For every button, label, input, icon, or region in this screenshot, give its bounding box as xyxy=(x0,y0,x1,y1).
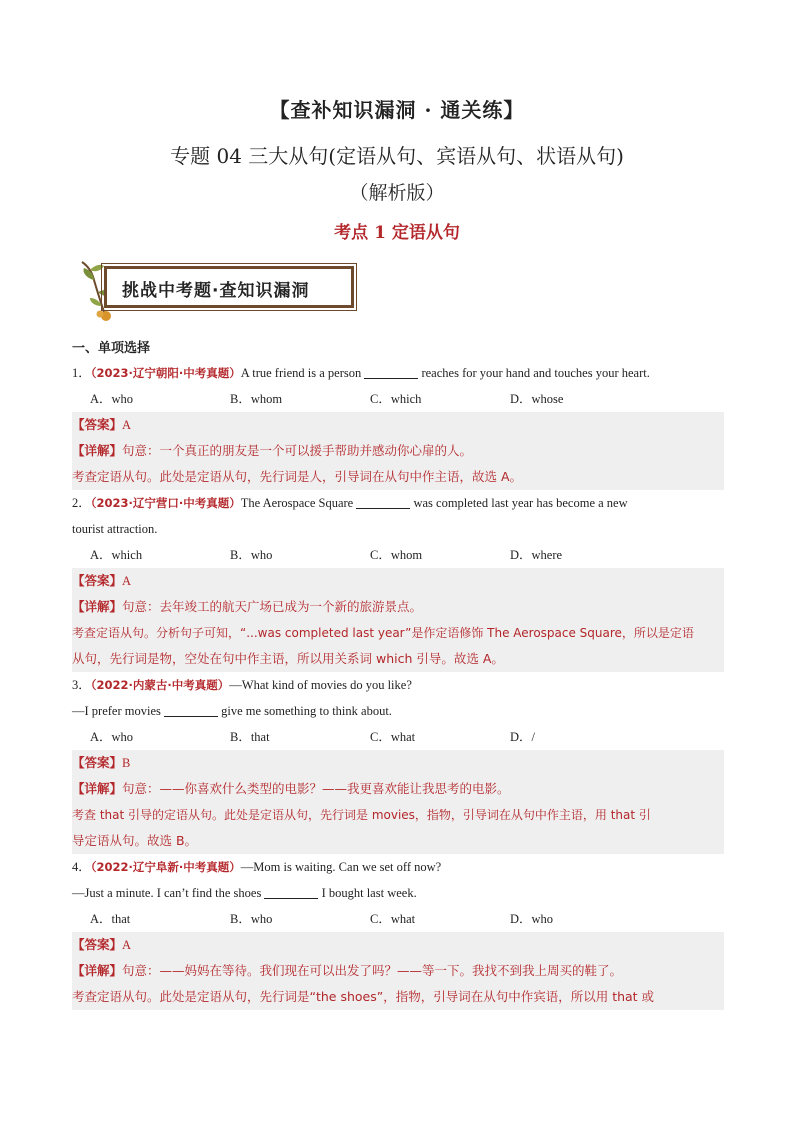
stem-text: —What kind of movies do you like? xyxy=(229,678,412,692)
edition-label: （解析版） xyxy=(349,182,445,204)
answer-blank xyxy=(164,702,218,717)
option-c: C．whom xyxy=(370,548,423,562)
detail-line xyxy=(72,646,724,672)
option-a: A．that xyxy=(90,912,131,926)
detail-text: 考查定语从句。分析句子可知，“...was completed last year”是作定语修饰 The Aerospace Square，所以是定语 xyxy=(72,626,694,640)
answer-line xyxy=(72,412,724,438)
stem-text: give me something to think about. xyxy=(221,704,392,718)
detail-line xyxy=(72,776,724,802)
answer-blank xyxy=(364,364,418,379)
answer-value: A xyxy=(122,938,132,952)
detail-line xyxy=(72,984,724,1010)
document-title: 【查补知识漏洞 · 通关练】 xyxy=(269,98,525,122)
answer-line xyxy=(72,932,724,958)
stem-text: reaches for your hand and touches your heart. xyxy=(421,366,650,380)
point-heading: 考点 1 定语从句 xyxy=(334,223,460,243)
stem-text: tourist attraction. xyxy=(72,522,158,536)
question-number: 4． xyxy=(72,860,91,874)
answer-line xyxy=(72,568,724,594)
detail-label: 【详解】 xyxy=(72,963,123,978)
answer-label: 【答案】 xyxy=(72,573,123,588)
answer-value: A xyxy=(122,574,132,588)
option-d: D．who xyxy=(510,912,554,926)
question-stem-cont xyxy=(72,698,724,724)
detail-label: 【详解】 xyxy=(72,443,123,458)
option-c: C．what xyxy=(370,912,416,926)
detail-line xyxy=(72,464,724,490)
question-source: （2022·辽宁阜新·中考真题） xyxy=(90,860,241,874)
question-stem xyxy=(72,672,724,698)
stem-text: —Mom is waiting. Can we set off now? xyxy=(240,860,442,874)
question-number: 3． xyxy=(72,678,91,692)
answer-label: 【答案】 xyxy=(72,937,123,952)
section-banner xyxy=(76,258,366,322)
answer-value: A xyxy=(122,418,132,432)
detail-line xyxy=(72,438,724,464)
stem-text: I bought last week. xyxy=(321,886,417,900)
option-row xyxy=(72,386,724,412)
question-number: 1． xyxy=(72,366,91,380)
topic-title: 专题 04 三大从句(定语从句、宾语从句、状语从句) xyxy=(170,144,624,168)
detail-label: 【详解】 xyxy=(72,781,123,796)
detail-text: 句意：——你喜欢什么类型的电影？——我更喜欢能让我思考的电影。 xyxy=(122,781,510,796)
option-row xyxy=(72,724,724,750)
option-row xyxy=(72,542,724,568)
answer-blank xyxy=(356,494,410,509)
detail-text: 导定语从句。故选 B。 xyxy=(72,833,198,848)
option-d: D．whose xyxy=(510,392,564,406)
option-a: A．which xyxy=(90,548,143,562)
option-d: D．where xyxy=(510,548,563,562)
detail-label: 【详解】 xyxy=(72,599,123,614)
question-source: （2023·辽宁营口·中考真题） xyxy=(90,496,241,510)
detail-line xyxy=(72,802,724,828)
question-stem-cont xyxy=(72,516,724,542)
answer-label: 【答案】 xyxy=(72,417,123,432)
question-list xyxy=(72,360,724,1010)
stem-text: The Aerospace Square xyxy=(240,496,354,510)
detail-text: 考查 that 引导的定语从句。此处是定语从句，先行词是 movies，指物，引导词在从句中作主语，用 that 引 xyxy=(72,808,651,822)
option-d: D．/ xyxy=(510,730,536,744)
option-b: B．who xyxy=(230,912,273,926)
question-source: （2022·内蒙古·中考真题） xyxy=(90,678,230,692)
answer-label: 【答案】 xyxy=(72,755,123,770)
stem-text: A true friend is a person xyxy=(240,366,362,380)
stem-text: —I prefer movies xyxy=(72,704,161,718)
question-number: 2． xyxy=(72,496,91,510)
option-b: B．that xyxy=(230,730,270,744)
answer-line xyxy=(72,750,724,776)
detail-text: 句意：——妈妈在等待。我们现在可以出发了吗？——等一下。我找不到我上周买的鞋了。 xyxy=(122,963,623,978)
stem-text: —Just a minute. I can’t find the shoes xyxy=(72,886,262,900)
detail-text: 考查定语从句。此处是定语从句，先行词是“the shoes”，指物，引导词在从句中作宾语，所以用 that 或 xyxy=(72,989,655,1004)
detail-text: 句意：去年竣工的航天广场已成为一个新的旅游景点。 xyxy=(122,599,423,614)
option-c: C．which xyxy=(370,392,422,406)
detail-line xyxy=(72,828,724,854)
question-source: （2023·辽宁朝阳·中考真题） xyxy=(90,366,241,380)
detail-line xyxy=(72,594,724,620)
detail-text: 从句，先行词是物，空处在句中作主语，所以用关系词 which 引导。故选 A。 xyxy=(72,651,504,666)
question-stem xyxy=(72,490,724,516)
section-title: 一、单项选择 xyxy=(72,341,151,356)
question-stem xyxy=(72,854,724,880)
banner-text: 挑战中考题·查知识漏洞 xyxy=(122,281,310,301)
detail-text: 句意：一个真正的朋友是一个可以援手帮助并感动你心扉的人。 xyxy=(122,443,473,458)
answer-value: B xyxy=(122,756,131,770)
detail-line xyxy=(72,958,724,984)
option-a: A．who xyxy=(90,392,134,406)
option-row xyxy=(72,906,724,932)
detail-line xyxy=(72,620,724,646)
option-a: A．who xyxy=(90,730,134,744)
detail-text: 考查定语从句。此处是定语从句，先行词是人，引导词在从句中作主语，故选 A。 xyxy=(72,469,523,484)
answer-blank xyxy=(264,884,318,899)
option-c: C．what xyxy=(370,730,416,744)
option-b: B．who xyxy=(230,548,273,562)
stem-text: was completed last year has become a new xyxy=(413,496,628,510)
question-stem-cont xyxy=(72,880,724,906)
question-stem xyxy=(72,360,724,386)
option-b: B．whom xyxy=(230,392,283,406)
